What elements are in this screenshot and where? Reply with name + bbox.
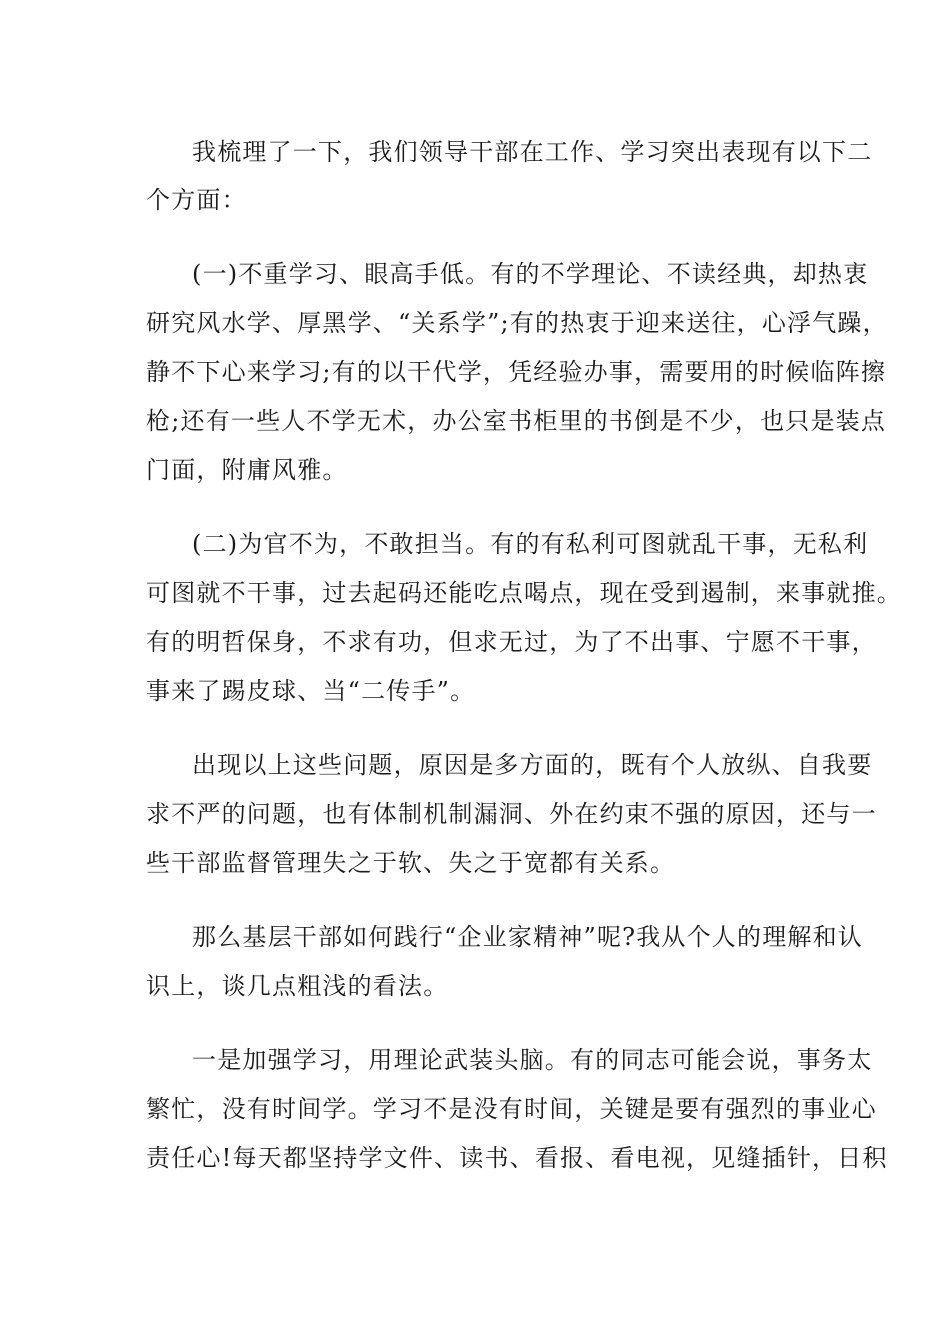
paragraph-4-line-3: 些干部监督管理失之于软、失之于宽都有关系。 [146, 849, 676, 877]
paragraph-5-line-1: 那么基层干部如何践行“企业家精神”呢?我从个人的理解和认 [192, 923, 864, 951]
paragraph-3-line-1: (二)为官不为，不敢担当。有的有私利可图就乱干事，无私利 [192, 530, 869, 558]
paragraph-5-line-2: 识上，谈几点粗浅的看法。 [146, 972, 449, 1000]
paragraph-6-line-2: 繁忙，没有时间学。学习不是没有时间，关键是要有强烈的事业心 [146, 1095, 877, 1123]
paragraph-1-line-2: 个方面： [146, 186, 247, 214]
paragraph-2-line-4: 枪;还有一些人不学无术，办公室书柜里的书倒是不少，也只是装点 [146, 407, 887, 435]
paragraph-6-line-1: 一是加强学习，用理论武装头脑。有的同志可能会说，事务太 [192, 1046, 873, 1074]
paragraph-3-line-3: 有的明哲保身，不求有功，但求无过，为了不出事、宁愿不干事， [146, 628, 877, 656]
paragraph-3-line-4: 事来了踢皮球、当“二传手”。 [146, 677, 476, 705]
paragraph-4-line-2: 求不严的问题，也有体制机制漏洞、外在约束不强的原因，还与一 [146, 800, 877, 828]
paragraph-2-line-2: 研究风水学、厚黑学、“关系学”;有的热衷于迎来送往，心浮气躁， [146, 309, 888, 337]
paragraph-4-line-1: 出现以上这些问题，原因是多方面的，既有个人放纵、自我要 [192, 751, 873, 779]
paragraph-2-line-1: (一)不重学习、眼高手低。有的不学理论、不读经典，却热衷 [192, 260, 869, 288]
paragraph-6-line-3: 责任心!每天都坚持学文件、读书、看报、看电视，见缝插针，日积 [146, 1144, 888, 1172]
paragraph-2-line-5: 门面，附庸风雅。 [146, 456, 348, 484]
paragraph-3-line-2: 可图就不干事，过去起码还能吃点喝点，现在受到遏制，来事就推。 [146, 579, 902, 607]
paragraph-2-line-3: 静不下心来学习;有的以干代学，凭经验办事，需要用的时候临阵擦 [146, 358, 887, 386]
paragraph-1-line-1: 我梳理了一下，我们领导干部在工作、学习突出表现有以下二 [192, 138, 873, 166]
